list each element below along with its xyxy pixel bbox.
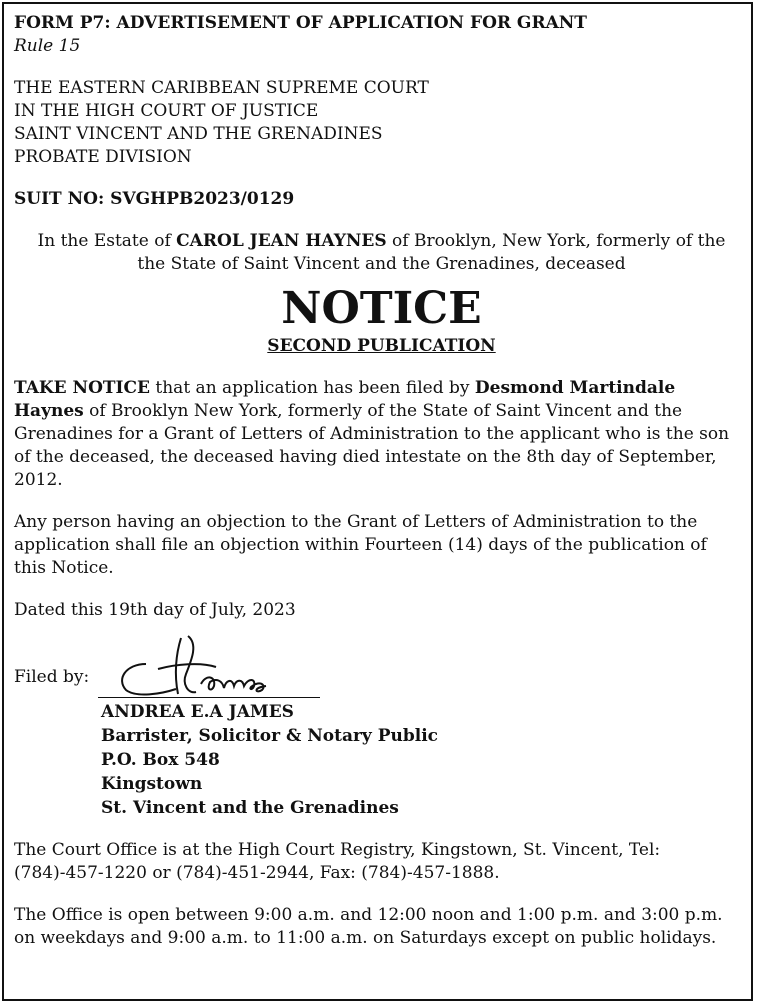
paragraph-line: on weekdays and 9:00 a.m. to 11:00 a.m. on Saturdays except on public holidays. [14,928,717,948]
paragraph-line: The Office is open between 9:00 a.m. and 12:00 noon and 1:00 p.m. and 3:00 p.m. [14,905,723,925]
paragraph-line: of the deceased, the deceased having died intestate on the 8th day of September, [14,447,717,467]
paragraph-line: Grenadines for a Grant of Letters of Administration to the applicant who is the son [14,424,730,444]
court-line: IN THE HIGH COURT OF JUSTICE [14,101,319,121]
document-body [14,12,749,950]
lawyer-name: ANDREA E.A JAMES [101,702,294,722]
estate-statement [14,230,749,276]
paragraph-text: that an application has been filed by [150,378,475,398]
office-hours-paragraph [14,904,749,950]
paragraph-line: this Notice. [14,558,114,578]
objection-paragraph [14,511,749,580]
court-line: PROBATE DIVISION [14,147,192,167]
lawyer-details [101,700,749,820]
applicant-name: Haynes [14,401,84,421]
paragraph-line: The Court Office is at the High Court Registry, Kingstown, St. Vincent, Tel: [14,840,661,860]
paragraph-line: application shall file an objection within Fourteen (14) days of the publication of [14,535,707,555]
publication-subtitle: SECOND PUBLICATION [267,336,496,356]
paragraph-text: of Brooklyn New York, formerly of the State of Saint Vincent and the [83,401,683,421]
dated-line: Dated this 19th day of July, 2023 [14,600,296,620]
lawyer-address: St. Vincent and the Grenadines [101,798,399,818]
notice-frame [2,2,753,1001]
estate-line: the State of Saint Vincent and the Grenadines, deceased [137,254,626,274]
form-title: FORM P7: ADVERTISEMENT OF APPLICATION FOR GRANT [14,13,587,33]
take-notice-paragraph [14,377,749,492]
applicant-name: Desmond Martindale [474,378,676,398]
notice-title: NOTICE [281,283,482,334]
filed-by-row [14,634,749,700]
lawyer-address: P.O. Box 548 [101,750,220,770]
lawyer-address: Kingstown [101,774,203,794]
court-heading [14,77,749,169]
lawyer-title: Barrister, Solicitor & Notary Public [101,726,439,746]
take-notice-label: TAKE NOTICE [14,378,150,398]
estate-suffix: of Brooklyn, New York, formerly of the [386,231,726,251]
court-line: SAINT VINCENT AND THE GRENADINES [14,124,383,144]
filed-by-label: Filed by: [14,667,90,687]
court-line: THE EASTERN CARIBBEAN SUPREME COURT [14,78,429,98]
paragraph-line: 2012. [14,470,63,490]
paragraph-line: Any person having an objection to the Grant of Letters of Administration to the [14,512,698,532]
deceased-name: CAROL JEAN HAYNES [176,231,387,251]
suit-number: SUIT NO: SVGHPB2023/0129 [14,189,295,209]
rule-reference: Rule 15 [14,36,81,56]
estate-prefix: In the Estate of [37,231,177,251]
paragraph-line: (784)-457-1220 or (784)-451-2944, Fax: (784)-457-1888. [14,863,500,883]
court-office-paragraph [14,839,749,885]
signature-image [106,634,336,698]
signature-line [98,697,320,698]
